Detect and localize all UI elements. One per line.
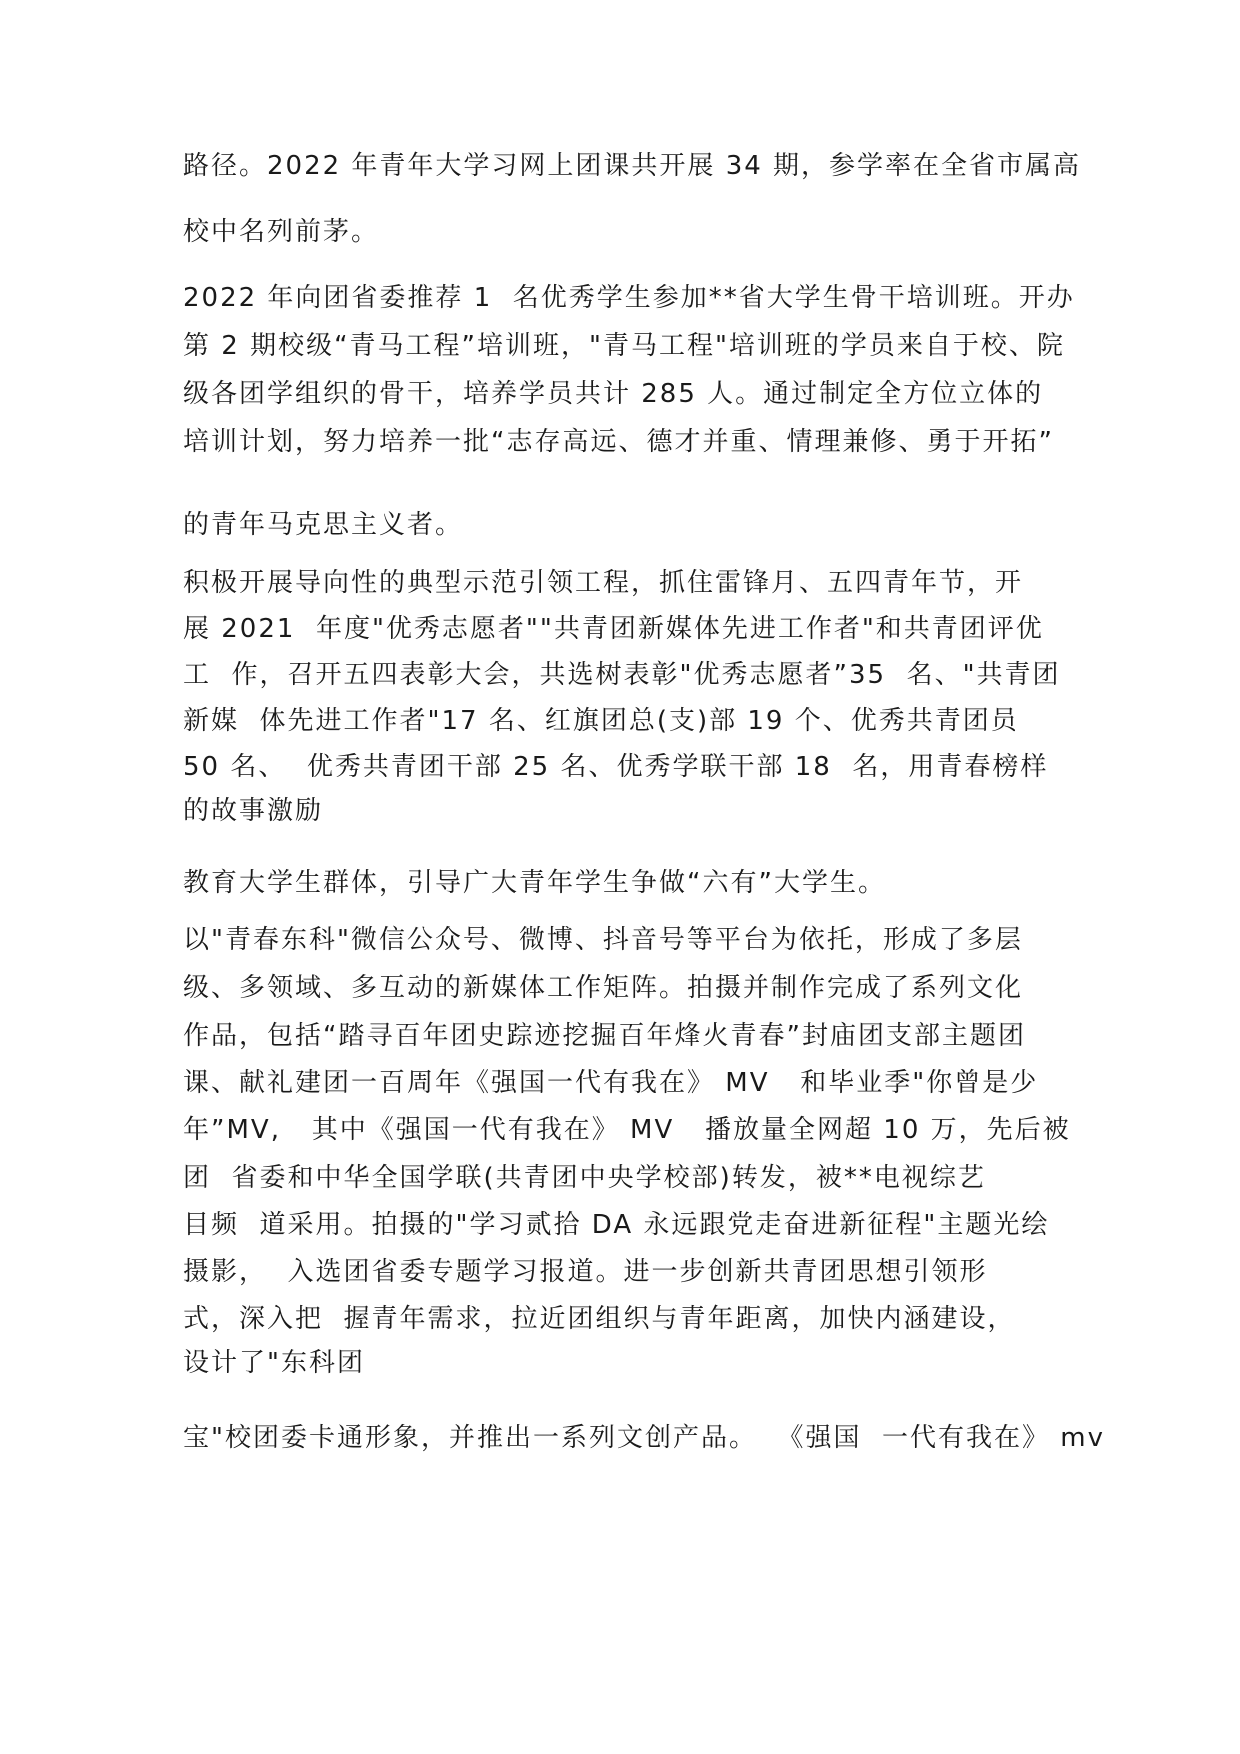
text-line: 目频 道采用。拍摄的"学习贰拾 DA 永远跟党走奋进新征程"主题光绘 [183, 1210, 1050, 1240]
text-line: 级、多领域、多互动的新媒体工作矩阵。拍摄并制作完成了系列文化 [183, 973, 1024, 1003]
text-line: 式，深入把 握青年需求，拉近团组织与青年距离，加快内涵建设， [183, 1304, 1016, 1334]
text-line: 级各团学组织的骨干，培养学员共计 285 人。通过制定全方位立体的 [183, 379, 1044, 409]
text-line: 以"青春东科"微信公众号、微博、抖音号等平台为依托，形成了多层 [183, 925, 1023, 955]
text-line: 工 作，召开五四表彰大会，共选树表彰"优秀志愿者”35 名、"共青团 [183, 660, 1061, 690]
text-line: 2022 年向团省委推荐 1 名优秀学生参加**省大学生骨干培训班。开办 [183, 283, 1075, 313]
text-line: 教育大学生群体，引导广大青年学生争做“六有”大学生。 [183, 868, 886, 898]
text-line: 的青年马克思主义者。 [183, 510, 464, 540]
text-line: 宝"校团委卡通形象，并推出一系列文创产品。 《强国 一代有我在》 mv [183, 1423, 1105, 1453]
text-line: 展 2021 年度"优秀志愿者""共青团新媒体先进工作者"和共青团评优 [183, 614, 1044, 644]
text-line: 路径。2022 年青年大学习网上团课共开展 34 期，参学率在全省市属高 [183, 151, 1082, 181]
text-line: 第 2 期校级“青马工程”培训班，"青马工程"培训班的学员来自于校、院 [183, 331, 1065, 361]
text-line: 培训计划，努力培养一批“志存高远、德才并重、情理兼修、勇于开拓” [183, 427, 1054, 457]
text-line: 校中名列前茅。 [183, 217, 380, 247]
text-line: 积极开展导向性的典型示范引领工程，抓住雷锋月、五四青年节，开 [183, 568, 1024, 598]
text-line: 课、献礼建团一百周年《强国一代有我在》 MV 和毕业季"你曾是少 [183, 1068, 1039, 1098]
text-line: 团 省委和中华全国学联(共青团中央学校部)转发，被**电视综艺 [183, 1163, 986, 1193]
text-line: 摄影， 入选团省委专题学习报道。进一步创新共青团思想引领形 [183, 1257, 988, 1287]
text-line: 作品，包括“踏寻百年团史踪迹挖掘百年烽火青春”封庙团支部主题团 [183, 1021, 1026, 1051]
text-line: 50 名、 优秀共青团干部 25 名、优秀学联干部 18 名，用青春榜样 [183, 752, 1049, 782]
text-line: 新媒 体先进工作者"17 名、红旗团总(支)部 19 个、优秀共青团员 [183, 706, 1019, 736]
text-line: 设计了"东科团 [183, 1348, 365, 1378]
text-line: 的故事激励 [183, 796, 324, 826]
text-line: 年”MV, 其中《强国一代有我在》 MV 播放量全网超 10 万，先后被 [183, 1115, 1071, 1145]
